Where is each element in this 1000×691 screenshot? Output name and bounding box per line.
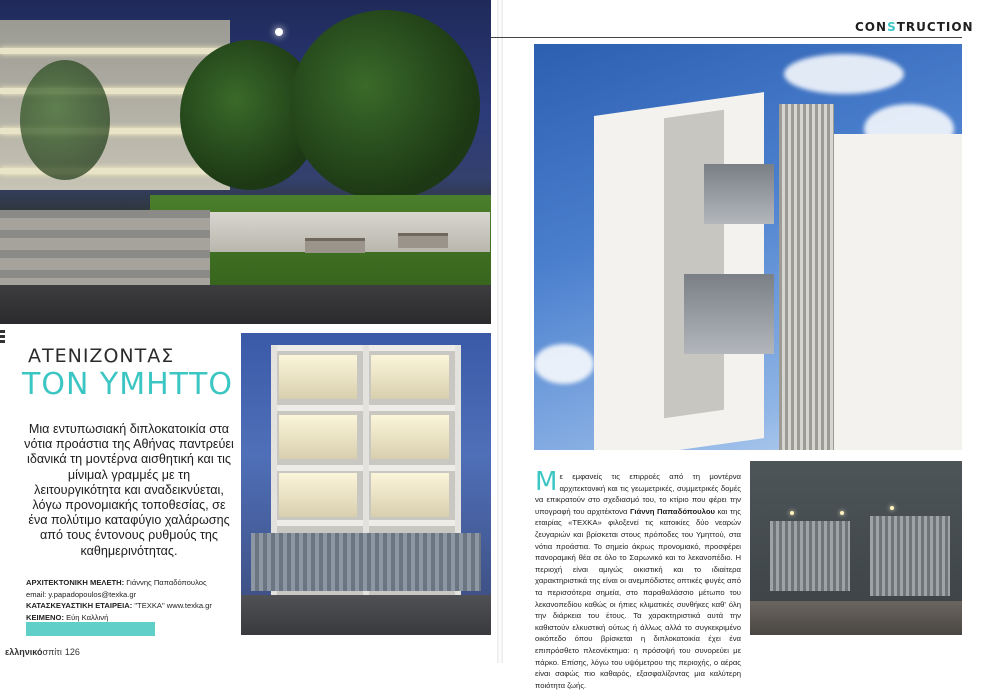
body-part1: ε εμφανείς τις επιρροές από τη μοντέρνα αρχιτεκτονική και τις γεωμετρικές, συμμετρικές δομές να επικρατούν στο σχεδιασμό του, το κτίριο που φέρει την υπογραφή του αρχιτέκτονα	[535, 472, 741, 516]
magazine-name-light: σπίτι	[42, 647, 62, 657]
road	[0, 285, 491, 324]
louver-panel	[779, 104, 834, 450]
section-label-prefix: CON	[855, 20, 888, 34]
building-sky-photo	[534, 44, 962, 450]
body-part2: και της εταιρίας «ΤΕΧΚΑ» φιλοξενεί τις κατοικίες δύο νεαρών ζευγαριών και βρίσκεται στους πρόποδες του Υμηττού, στα νότια προάστια. Το σημείο άκρως προνομιακό, προσφέρει πανοραμική θέα σε όλο το Σαρωνικό και το λεκανοπέδιο. Η περιοχή είναι αμιγώς οικιστική και το ιδιαίτερα χαρακτηριστικά της είναι οι ανεμπόδιστες οπτικές φυγές από τα περισσότερα σημεία, στο παραθαλάσσιο μέτωπο του λεκανοπεδίου καθώς οι ήπιες κλιματικές συνθήκες καθ' όλη την διάρκεια του έτους. Τα χαρακτηριστικά αυτά την καθιστούν ελκυστική ούτως ή άλλως αλλά το συγκεκριμένο οικόπεδο όπου βρίσκεται η διπλοκατοικία έχει ένα επιπρόσθετο πλεονέκτημα: η πρόσοψή του συνορεύει με πάρκο. Επίσης, λόγω του υψόμετρου της περιοχής, ο αέρας είναι σαφώς πιο καθαρός, εξασφαλίζοντας μια καλύτερη ποιότητα ζωής.	[535, 506, 741, 690]
facade-dusk-photo	[241, 333, 491, 635]
left-page	[0, 0, 500, 663]
accent-bar	[26, 622, 155, 636]
window	[704, 164, 774, 224]
bench	[398, 233, 448, 248]
magazine-name-bold: ελληνικό	[5, 647, 43, 657]
entrance-gate-photo	[750, 461, 962, 635]
section-label-accent: S	[887, 20, 897, 34]
gutter	[497, 0, 503, 663]
street	[241, 595, 491, 635]
section-label-suffix: TRUCTION	[896, 20, 974, 34]
tree	[20, 60, 110, 180]
drop-cap: Μ	[535, 467, 558, 497]
body-architect: Γιάννη Παπαδόπουλου	[629, 506, 715, 516]
cloud	[534, 344, 594, 384]
company-label: ΚΑΤΑΣΚΕΥΑΣΤΙΚΗ ΕΤΑΙΡΕΙΑ:	[26, 601, 133, 611]
company-value: "ΤΕΧΚΑ" www.texka.gr	[134, 601, 212, 611]
window	[684, 274, 774, 354]
cloud	[784, 54, 904, 94]
article-body	[535, 467, 741, 691]
page-number: 126	[64, 647, 80, 657]
section-rule	[491, 37, 962, 38]
section-label	[855, 20, 974, 34]
moon	[275, 28, 283, 36]
gate-panel	[870, 516, 950, 596]
article-title-line2: ΤΟΝ ΥΜΗΤΤΟ	[22, 367, 233, 402]
side-marks	[0, 330, 5, 344]
article-title-line1: ΑΤΕΝΙΖΟΝΤΑΣ	[28, 345, 175, 367]
architect-value: Γιάννης Παπαδόπουλος	[126, 578, 207, 587]
article-intro: Μια εντυπωσιακή διπλοκατοικία στα νότια προάστια της Αθήνας παντρεύει ιδανικά τη μοντέρνα αισθητική και τις μίνιμαλ γραμμές με τη λειτουργικότητα και αναδεικνύεται, λόγω προνομιακής τοποθεσίας, σε ένα πολύτιμο καταφύγιο χαλάρωσης από τους έντονους ρυθμούς της καθημερινότητας.	[24, 422, 234, 558]
night-garden-photo	[0, 0, 491, 324]
text-author-label: ΚΕΙΜΕΝΟ:	[26, 612, 64, 622]
page-footer	[5, 647, 80, 657]
wall-shadow	[664, 110, 724, 418]
gate-railing	[251, 533, 481, 591]
article-credits	[26, 577, 236, 623]
text-author-value: Εύη Καλλινή	[66, 612, 109, 622]
paving	[750, 601, 962, 635]
architect-email: email: y.papadopoulos@texka.gr	[26, 589, 137, 599]
bench	[305, 238, 365, 253]
gate-panel	[770, 521, 850, 591]
tree	[290, 10, 480, 200]
architect-label: ΑΡΧΙΤΕΚΤΟΝΙΚΗ ΜΕΛΕΤΗ:	[26, 578, 125, 587]
tower-slab	[834, 134, 962, 450]
